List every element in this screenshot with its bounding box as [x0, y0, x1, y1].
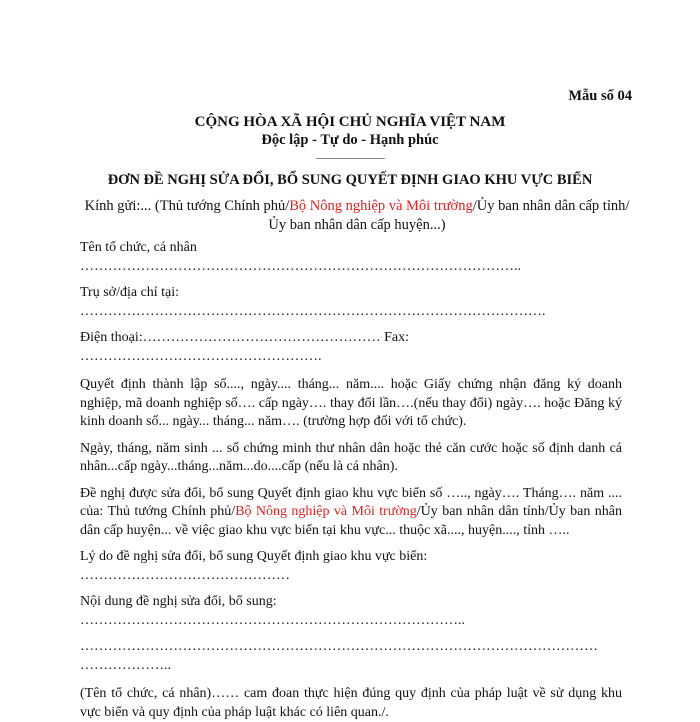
recipient-text-2: /Ủy ban nhân dân cấp tỉnh/Ủy ban nhân dân cấp huyện...) [268, 198, 630, 233]
address-label: Trụ sở/địa chỉ tại: [80, 285, 180, 300]
birth-paragraph: Ngày, tháng, năm sinh ... số chứng minh thư nhân dân hoặc thẻ căn cước hoặc số định danh cá nhân...cấp ngày...tháng...năm...do....cấp (nếu là cá nhân). [80, 440, 622, 474]
request-ministry: Bộ Nông nghiệp và Môi trường [235, 504, 417, 519]
content-dots-1: ……………………………………………………………………….. [80, 612, 465, 628]
request-paragraph [80, 485, 622, 541]
recipient-ministry: Bộ Nông nghiệp và Môi trường [289, 198, 473, 214]
address-dots: ………………………………………………………………………………………. [80, 303, 546, 319]
header-rule: _______________ [316, 148, 384, 160]
decision-paragraph: Quyết định thành lập số...., ngày.... tháng... năm.... hoặc Giấy chứng nhận đăng ký doanh nghiệp, mã doanh nghiệp số…. cấp ngày…. thay đổi lần….(nếu thay đổi) ngày…. hoặc Đăng ký kinh doanh số... ngày... tháng... năm…. (trường hợp đối với tổ chức). [80, 377, 622, 429]
phone-dots: ……………………………………………. [80, 348, 322, 364]
request-text-1: Đề nghị được sửa đổi, bổ sung Quyết định giao khu vực biển số ….., ngày…. Tháng…. năm .... của: Thủ tướng Chính phủ/ [80, 485, 622, 519]
org-dots: ………………………………………………………………………………….. [80, 258, 521, 274]
recipient-text-1: Kính gửi:... (Thủ tướng Chính phủ/ [84, 198, 290, 214]
org-label: Tên tổ chức, cá nhân [80, 240, 197, 255]
content-dots-2: ………………………………………………………………………………………………… [80, 639, 598, 654]
recipient [84, 197, 630, 235]
content-dots-3: ……………….. [80, 657, 171, 673]
document-title: ĐƠN ĐỀ NGHỊ SỬA ĐỔI, BỔ SUNG QUYẾT ĐỊNH GIAO KHU VỰC BIỂN [107, 172, 593, 188]
country-header: CỘNG HÒA XÃ HỘI CHỦ NGHĨA VIỆT NAM [194, 114, 506, 130]
document-body [80, 239, 622, 722]
reason-label: Lý do đề nghị sửa đổi, bổ sung Quyết định giao khu vực biển: [80, 549, 428, 564]
reason-dots: ……………………………………… [80, 567, 290, 583]
content-label: Nội dung đề nghị sửa đổi, bổ sung: [80, 594, 277, 609]
request-text-2: /Ủy ban nhân dân tỉnh/Ủy ban nhân dân cấp huyện... về việc giao khu vực biển tại khu vực... thuộc xã...., huyện...., tỉnh ….. [80, 504, 622, 538]
form-number: Mẫu số 04 [568, 88, 632, 104]
motto: Độc lập - Tự do - Hạnh phúc [261, 132, 439, 148]
commitment-paragraph: (Tên tổ chức, cá nhân)…… cam đoan thực hiện đúng quy định của pháp luật về sử dụng khu vực biển và quy định của pháp luật khác có liên quan./. [80, 686, 622, 720]
phone-fax-line: Điện thoại:…………………………………………… Fax: [80, 330, 409, 345]
